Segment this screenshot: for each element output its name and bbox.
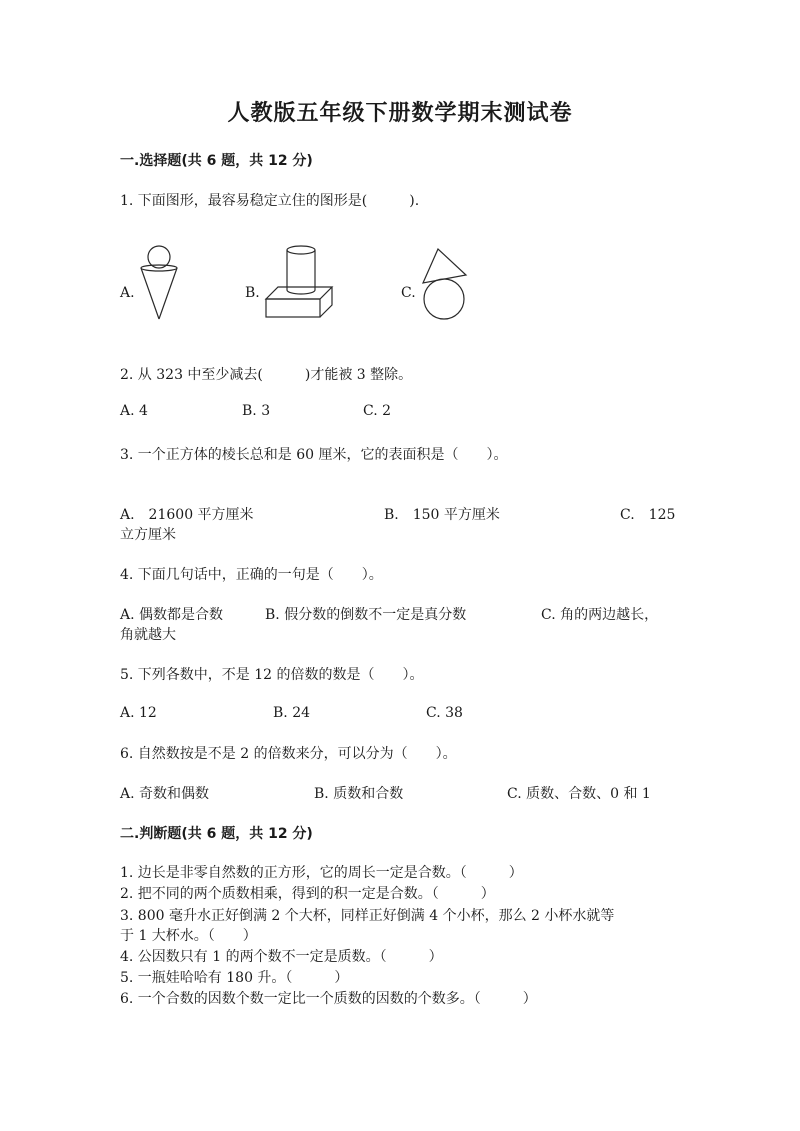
q4-option-c: C. 角的两边越长，: [541, 607, 659, 623]
question-4: 4. 下面几句话中，正确的一句是（ ）。: [120, 567, 383, 583]
judgement-item-3: 3. 800 毫升水正好倒满 2 个大杯，同样正好倒满 4 个小杯，那么 2 小杯水就等: [120, 908, 615, 924]
judgement-item-6: 6. 一个合数的因数个数一定比一个质数的因数的个数多。（ ）: [120, 991, 537, 1007]
question-1: 1. 下面图形，最容易稳定立住的图形是( ).: [120, 193, 420, 209]
section-heading-judgement: 二.判断题(共 6 题，共 12 分): [120, 826, 313, 842]
question-6: 6. 自然数按是不是 2 的倍数来分，可以分为（ ）。: [120, 746, 457, 762]
question-2: 2. 从 323 中至少减去( )才能被 3 整除。: [120, 367, 413, 383]
q5-option-a: A. 12: [120, 705, 157, 721]
question-3: 3. 一个正方体的棱长总和是 60 厘米，它的表面积是（ ）。: [120, 447, 508, 463]
q6-option-c: C. 质数、合数、0 和 1: [507, 786, 651, 802]
q3-option-b: B. 150 平方厘米: [384, 507, 500, 523]
page-title: 人教版五年级下册数学期末测试卷: [227, 101, 573, 126]
judgement-item-4: 4. 公因数只有 1 的两个数不一定是质数。（ ）: [120, 949, 443, 965]
cone-with-ball-figure: [136, 242, 186, 322]
q4-option-a: A. 偶数都是合数: [120, 607, 224, 623]
q2-option-a: A. 4: [120, 403, 148, 419]
q4-option-c-continued: 角就越大: [120, 627, 176, 643]
q1-option-b-label: B.: [245, 285, 260, 301]
judgement-item-3-continued: 于 1 大杯水。（ ）: [120, 928, 257, 944]
q2-option-b: B. 3: [242, 403, 271, 419]
q3-option-c-continued: 立方厘米: [120, 527, 176, 543]
section-heading-choice: 一.选择题(共 6 题，共 12 分): [120, 153, 313, 169]
q3-option-a: A. 21600 平方厘米: [120, 507, 254, 523]
judgement-item-5: 5. 一瓶娃哈哈有 180 升。（ ）: [120, 970, 349, 986]
cone-on-ball-figure: [420, 246, 470, 322]
q5-option-b: B. 24: [273, 705, 311, 721]
q1-option-a-label: A.: [120, 285, 135, 301]
judgement-item-2: 2. 把不同的两个质数相乘，得到的积一定是合数。（ ）: [120, 886, 495, 902]
q2-option-c: C. 2: [363, 403, 392, 419]
q4-option-b: B. 假分数的倒数不一定是真分数: [265, 607, 467, 623]
q3-option-c: C. 125: [620, 507, 676, 523]
cylinder-on-cuboid-figure: [262, 243, 334, 321]
q6-option-a: A. 奇数和偶数: [120, 786, 210, 802]
q6-option-b: B. 质数和合数: [314, 786, 404, 802]
question-5: 5. 下列各数中，不是 12 的倍数的数是（ ）。: [120, 667, 424, 683]
q1-option-c-label: C.: [401, 285, 416, 301]
judgement-item-1: 1. 边长是非零自然数的正方形，它的周长一定是合数。（ ）: [120, 865, 523, 881]
q5-option-c: C. 38: [426, 705, 463, 721]
